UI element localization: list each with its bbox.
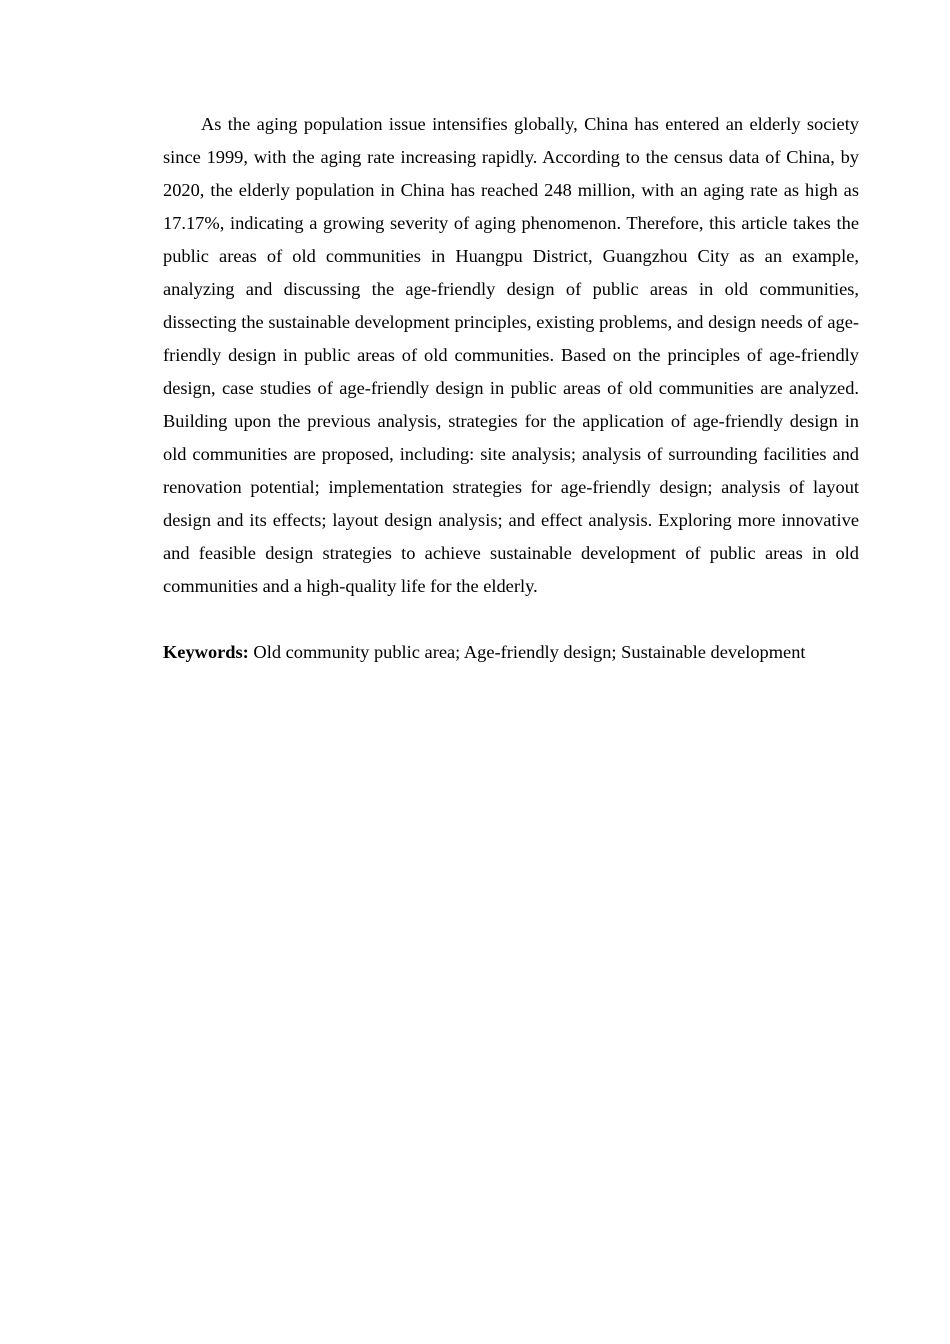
- abstract-section: [163, 108, 859, 669]
- keywords-line: [163, 636, 859, 669]
- keywords-text: Old community public area; Age-friendly design; Sustainable development: [253, 642, 806, 662]
- abstract-paragraph: As the aging population issue intensifies globally, China has entered an elderly society since 1999, with the aging rate increasing rapidly. According to the census data of China, by 2020, the elderly population in China has reached 248 million, with an aging rate as high as 17.17%, indicating a growing severity of aging phenomenon. Therefore, this article takes the public areas of old communities in Huangpu District, Guangzhou City as an example, analyzing and discussing the age-friendly design of public areas in old communities, dissecting the sustainable development principles, existing problems, and design needs of age-friendly design in public areas of old communities. Based on the principles of age-friendly design, case studies of age-friendly design in public areas of old communities are analyzed. Building upon the previous analysis, strategies for the application of age-friendly design in old communities are proposed, including: site analysis; analysis of surrounding facilities and renovation potential; implementation strategies for age-friendly design; analysis of layout design and its effects; layout design analysis; and effect analysis. Exploring more innovative and feasible design strategies to achieve sustainable development of public areas in old communities and a high-quality life for the elderly.: [163, 114, 859, 596]
- keywords-label: Keywords:: [163, 642, 249, 662]
